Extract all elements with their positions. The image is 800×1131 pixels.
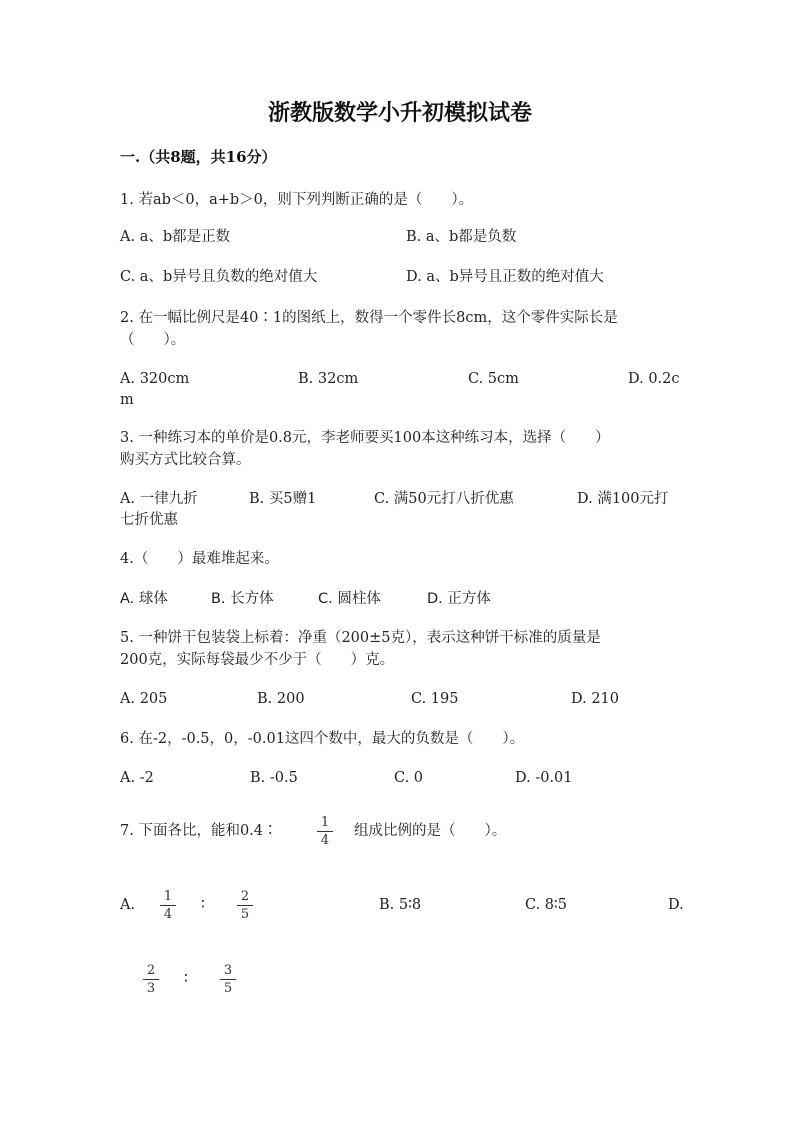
question-7-stem-before: 7. 下面各比，能和0.4∶ xyxy=(120,823,278,839)
q3-option-d: D. 满100元打 xyxy=(577,491,669,507)
q3-option-c: C. 满50元打八折优惠 xyxy=(374,491,514,507)
q6-option-c: C. 0 xyxy=(394,770,424,786)
q7-option-a-fraction-2: 2 5 xyxy=(237,889,253,922)
q6-option-b: B. -0.5 xyxy=(250,770,298,786)
question-2-stem-line1: 2. 在一幅比例尺是40∶1的图纸上，数得一个零件长8cm，这个零件实际长是 xyxy=(120,310,618,326)
question-2-stem-line2: （ ）。 xyxy=(120,332,186,348)
q3-option-d-wrap: 七折优惠 xyxy=(120,512,178,528)
question-3-stem-line2: 购买方式比较合算。 xyxy=(120,452,251,468)
question-6-stem: 6. 在-2，-0.5，0，-0.01这四个数中，最大的负数是（ ）。 xyxy=(120,731,525,747)
q7-option-a-fraction-1: 1 4 xyxy=(160,889,176,922)
q5-option-b: B. 200 xyxy=(257,691,305,707)
q5-option-a: A. 205 xyxy=(120,691,168,707)
q6-option-d: D. -0.01 xyxy=(515,770,573,786)
q3-option-b: B. 买5赠1 xyxy=(249,491,317,507)
q4-option-c: C. 圆柱体 xyxy=(318,591,381,607)
q7-option-a-label: A. xyxy=(120,897,136,913)
q4-option-a: A. 球体 xyxy=(120,591,168,607)
section-header: 一.（共8题，共16分） xyxy=(120,148,277,166)
q2-option-d-wrap: m xyxy=(120,392,134,408)
q7-option-d-label: D. xyxy=(668,897,684,913)
q6-option-a: A. -2 xyxy=(120,770,154,786)
q5-option-c: C. 195 xyxy=(411,691,459,707)
q2-option-c: C. 5cm xyxy=(468,371,519,387)
q4-option-b: B. 长方体 xyxy=(211,591,274,607)
q7-option-d-fraction-2: 3 5 xyxy=(220,963,236,996)
question-1-stem: 1. 若ab＜0，a+b＞0，则下列判断正确的是（ ）。 xyxy=(120,192,474,208)
q2-option-a: A. 320cm xyxy=(120,371,190,387)
q7-option-b: B. 5∶8 xyxy=(379,897,422,913)
question-3-stem-line1: 3. 一种练习本的单价是0.8元，李老师要买100本这种练习本，选择（ ） xyxy=(120,430,610,446)
q1-option-c: C. a、b异号且负数的绝对值大 xyxy=(120,269,318,285)
page-title: 浙教版数学小升初模拟试卷 xyxy=(267,100,532,126)
q2-option-b: B. 32cm xyxy=(298,371,359,387)
q3-option-a: A. 一律九折 xyxy=(120,491,198,507)
question-5-stem-line2: 200克，实际每袋最少不少于（ ）克。 xyxy=(120,652,395,668)
q7-option-d-fraction-1: 2 3 xyxy=(143,963,159,996)
q4-option-d: D. 正方体 xyxy=(427,591,491,607)
question-7-stem-after: 组成比例的是（ ）。 xyxy=(354,823,507,839)
question-4-stem: 4.（ ）最难堆起来。 xyxy=(120,551,279,567)
q1-option-a: A. a、b都是正数 xyxy=(120,229,231,245)
q7-option-d-colon: ∶ xyxy=(184,971,188,987)
q7-option-c: C. 8∶5 xyxy=(525,897,568,913)
question-5-stem-line1: 5. 一种饼干包装袋上标着：净重（200±5克），表示这种饼干标准的质量是 xyxy=(120,630,601,646)
q7-option-a-colon: ∶ xyxy=(201,897,205,913)
q1-option-d: D. a、b异号且正数的绝对值大 xyxy=(406,269,604,285)
q7-stem-fraction: 1 4 xyxy=(317,815,333,848)
q5-option-d: D. 210 xyxy=(571,691,620,707)
q2-option-d: D. 0.2c xyxy=(628,371,680,387)
q1-option-b: B. a、b都是负数 xyxy=(406,229,517,245)
